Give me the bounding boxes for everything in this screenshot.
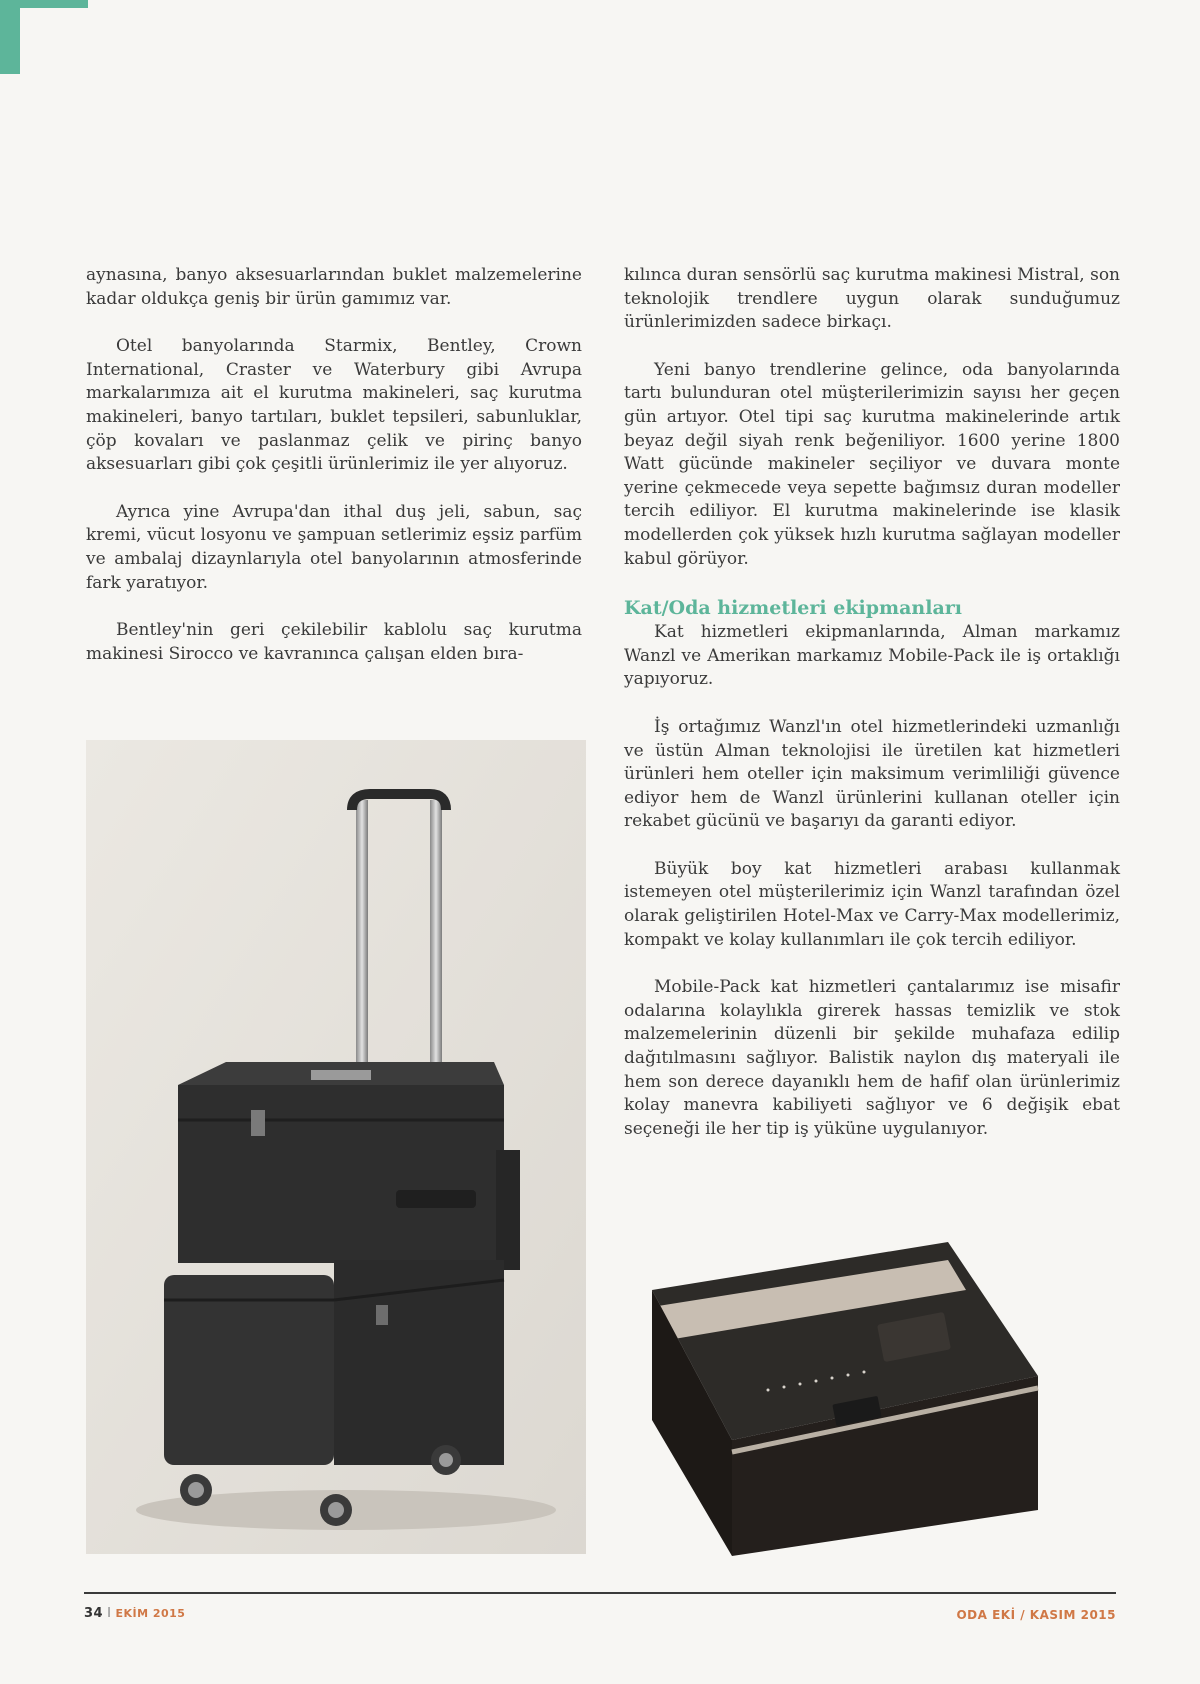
drawer-safe-illustration bbox=[648, 1240, 1048, 1556]
housekeeping-bag-illustration bbox=[86, 740, 586, 1554]
drawer-safe-photo bbox=[648, 1240, 1048, 1556]
section-heading: Kat/Oda hizmetleri ekipmanları bbox=[624, 597, 962, 620]
corner-accent-vertical bbox=[0, 0, 20, 74]
footer-month-left: EKİM 2015 bbox=[115, 1607, 186, 1620]
footer-month-right: ODA EKİ / KASIM 2015 bbox=[956, 1608, 1116, 1622]
page-number: 34 bbox=[84, 1606, 104, 1621]
right-paragraph-1: kılınca duran sensörlü saç kurutma makinesi Mistral, son teknolojik trendlere uygun olarak sunduğumuz ürünlerimizden sadece birkaçı. bbox=[624, 265, 1120, 333]
left-paragraph-4: Bentley'nin geri çekilebilir kablolu saç kurutma makinesi Sirocco ve kavranınca çalışan elden bıra- bbox=[86, 620, 582, 664]
right-paragraph-3: Kat hizmetleri ekipmanlarında, Alman markamız Wanzl ve Amerikan markamız Mobile-Pack ile iş ortaklığı yapıyoruz. bbox=[624, 622, 1120, 690]
left-paragraph-1: aynasına, banyo aksesuarlarından buklet malzemelerine kadar oldukça geniş bir ürün gamımız var. bbox=[86, 265, 582, 309]
right-column bbox=[624, 264, 1120, 1141]
right-paragraph-2: Yeni banyo trendlerine gelince, oda banyolarında tartı bulunduran otel müşterilerimizin sayısı her geçen gün artıyor. Otel tipi saç kurutma makinelerinde artık beyaz değil siyah renk beğeniliyor. 1600 yerine 1800 Watt gücünde makineler seçiliyor ve duvara monte yerine çekmecede veya sepette bağımsız duran modeller tercih ediliyor. El kurutma makinelerinde ise klasik modellerden çok yüksek hızlı kurutma sağlayan modeller kabul görüyor. bbox=[624, 359, 1120, 569]
left-paragraph-3: Ayrıca yine Avrupa'dan ithal duş jeli, sabun, saç kremi, vücut losyonu ve şampuan setlerimiz eşsiz parfüm ve ambalaj dizaynlarıyla otel banyolarının atmosferinde fark yaratıyor. bbox=[86, 501, 582, 593]
left-column bbox=[86, 264, 582, 666]
left-paragraph-2: Otel banyolarında Starmix, Bentley, Crown International, Craster ve Waterbury gibi Avrupa markalarımıza ait el kurutma makineleri, saç kurutma makineleri, banyo tartıları, buklet tepsileri, sabunluklar, çöp kovaları ve paslanmaz çelik ve pirinç banyo aksesuarları gibi çok çeşitli ürünlerimiz ile yer alıyoruz. bbox=[86, 336, 582, 475]
footer-rule bbox=[84, 1592, 1116, 1594]
footer-separator: I bbox=[107, 1606, 112, 1621]
right-paragraph-4: İş ortağımız Wanzl'ın otel hizmetlerindeki uzmanlığı ve üstün Alman teknolojisi ile üretilen kat hizmetleri ürünleri hem oteller için maksimum verimliliği güvence ediyor hem de Wanzl ürünlerini kullanan oteller için rekabet gücünü ve başarıyı da garanti ediyor. bbox=[624, 716, 1120, 832]
right-paragraph-5: Büyük boy kat hizmetleri arabası kullanmak istemeyen otel müşterilerimiz için Wanzl tarafından özel olarak geliştirilen Hotel-Max ve Carry-Max modellerimiz, kompakt ve kolay kullanımları ile çok tercih ediliyor. bbox=[624, 858, 1120, 950]
footer-left bbox=[84, 1606, 185, 1621]
housekeeping-bag-photo bbox=[86, 740, 586, 1554]
right-paragraph-6: Mobile-Pack kat hizmetleri çantalarımız ise misafir odalarına kolaylıkla girerek hassas temizlik ve stok malzemelerinin düzenli bir şekilde muhafaza edilip dağıtılmasını sağlıyor. Balistik naylon dış materyali ile hem son derece dayanıklı hem de hafif olan ürünlerimiz kolay manevra kabiliyeti sağlıyor ve 6 değişik ebat seçeneği ile her tip iş yüküne uygulanıyor. bbox=[624, 977, 1120, 1139]
